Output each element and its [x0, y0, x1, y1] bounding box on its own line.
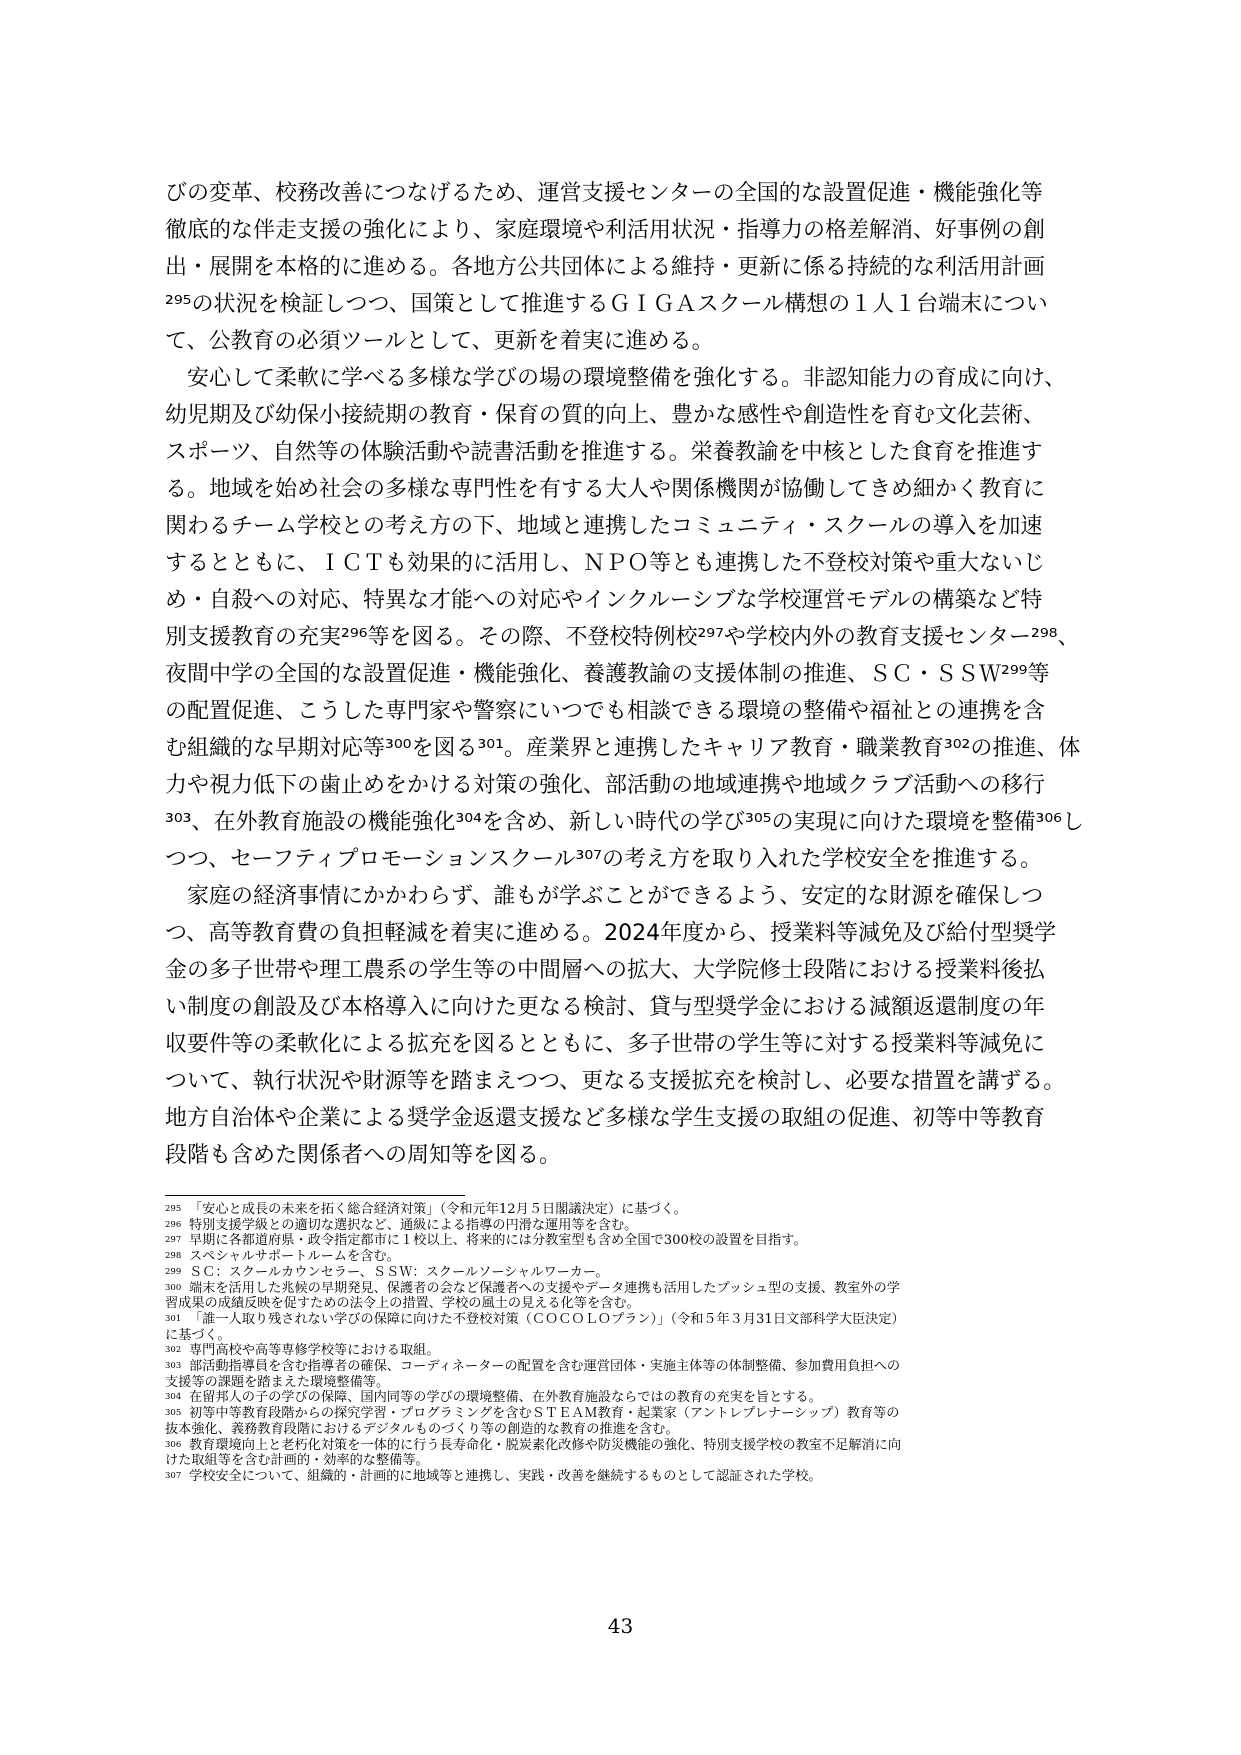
body-line: ²⁹⁵の状況を検証しつつ、国策として推進するＧＩＧＡスクール構想の１人１台端末につい: [165, 292, 1048, 317]
footnote-text: 特別支援学級との適切な選択など、通級による指導の円滑な運用等を含む。: [189, 1217, 638, 1233]
body-line: 家庭の経済事情にかかわらず、誰もが学ぶことができるよう、安定的な財源を確保しつ: [165, 884, 1044, 909]
body-line: 別支援教育の充実²⁹⁶等を図る。その際、不登校特例校²⁹⁷や学校内外の教育支援センター²⁹⁸、: [165, 625, 1080, 650]
footnote-text: 「誰一人取り残されない学びの保障に向けた不登校対策（ＣＯＣＯＬＯプラン）」（令和５年３月31日文部科学大臣決定）: [189, 1311, 905, 1327]
footnote-line: [165, 1233, 1095, 1249]
footnote-line: [165, 1406, 1095, 1422]
footnote-number: 307: [165, 1470, 182, 1481]
footnote-number: 300: [165, 1282, 182, 1293]
footnote-line: [165, 1218, 1095, 1234]
body-line: い制度の創設及び本格導入に向けた更なる検討、貸与型奨学金における減額返還制度の年: [165, 995, 1046, 1020]
footnote-line: [165, 1422, 1095, 1438]
body-line: 安心して柔軟に学べる多様な学びの場の環境整備を強化する。非認知能力の育成に向け、: [165, 366, 1067, 391]
footnote-line: [165, 1453, 1095, 1469]
footnote-text: 端末を活用した兆候の早期発見、保護者の会など保護者への支援やデータ連携も活用したプッシュ型の支援、教室外の学: [189, 1280, 900, 1296]
body-line: 地方自治体や企業による奨学金返還支援など多様な学生支援の取組の促進、初等中等教育: [165, 1106, 1046, 1131]
body-line: む組織的な早期対応等³⁰⁰を図る³⁰¹。産業界と連携したキャリア教育・職業教育³⁰²の推進、体: [165, 736, 1081, 761]
page-number: 43: [607, 1614, 634, 1638]
body-line: つつ、セーフティプロモーションスクール³⁰⁷の考え方を取り入れた学校安全を推進する。: [165, 847, 1042, 872]
body-line: するとともに、ＩＣＴも効果的に活用し、ＮＰＯ等とも連携した不登校対策や重大ないじ: [165, 551, 1046, 576]
footnote-text: 部活動指導員を含む指導者の確保、コーディネーターの配置を含む運営団体・実施主体等の体制整備、参加費用負担への: [189, 1359, 901, 1375]
footnote-line: [165, 1249, 1095, 1265]
body-line: 段階も含めた関係者への周知等を図る。: [165, 1143, 562, 1168]
footnote-line: [165, 1343, 1095, 1359]
body-line: て、公教育の必須ツールとして、更新を着実に進める。: [165, 329, 714, 354]
footnote-number: 298: [165, 1251, 182, 1262]
footnote-number: 297: [165, 1235, 182, 1246]
footnote-divider: [165, 1195, 465, 1196]
footnote-line: [165, 1328, 1095, 1344]
body-line: 夜間中学の全国的な設置促進・機能強化、養護教諭の支援体制の推進、ＳＣ・ＳＳＷ²⁹⁹等: [165, 662, 1050, 687]
footnote-text: に基づく。: [165, 1327, 231, 1343]
footnote-line: [165, 1296, 1095, 1312]
body-line: 力や視力低下の歯止めをかける対策の強化、部活動の地域連携や地域クラブ活動への移行: [165, 773, 1046, 798]
footnote-number: 305: [165, 1408, 182, 1419]
footnote-line: [165, 1265, 1095, 1281]
footnote-text: 抜本強化、義務教育段階におけるデジタルものづくり等の創造的な教育の推進を含む。: [165, 1421, 679, 1437]
footnote-text: 在留邦人の子の学びの保障、国内同等の学びの環境整備、在外教育施設ならではの教育の充実を旨とする。: [189, 1390, 822, 1406]
body-line: スポーツ、自然等の体験活動や読書活動を推進する。栄養教諭を中核とした食育を推進す: [165, 440, 1043, 465]
body-line: 出・展開を本格的に進める。各地方公共団体による維持・更新に係る持続的な利活用計画: [165, 255, 1046, 280]
footnote-text: 支援等の課題を踏まえた環境整備等。: [165, 1374, 390, 1390]
footnote-number: 306: [165, 1439, 182, 1450]
footnote-line: [165, 1375, 1095, 1391]
footnote-number: 302: [165, 1345, 182, 1356]
body-line: 関わるチーム学校との考え方の下、地域と連携したコミュニティ・スクールの導入を加速: [165, 514, 1043, 539]
body-text: [165, 175, 1085, 1174]
footnote-number: 301: [165, 1313, 182, 1324]
footnote-text: 教育環境向上と老朽化対策を一体的に行う長寿命化・脱炭素化改修や防災機能の強化、特別支援学校の教室不足解消に向: [189, 1437, 902, 1453]
footnote-text: けた取組等を含む計画的・効率的な整備等。: [165, 1453, 429, 1469]
footnote-text: スペシャルサポートルームを含む。: [189, 1249, 400, 1265]
body-line: ついて、執行状況や財源等を踏まえつつ、更なる支援拡充を検討し、必要な措置を講ずる。: [165, 1069, 1066, 1094]
footnote-text: 初等中等教育段階からの探究学習・プログラミングを含むＳＴＥＡＭ教育・起業家（アントレプレナーシップ）教育等の: [189, 1406, 900, 1422]
body-line: め・自殺への対応、特異な才能への対応やインクルーシブな学校運営モデルの構築など特: [165, 588, 1043, 613]
body-line: の配置促進、こうした専門家や警察にいつでも相談できる環境の整備や福祉との連携を含: [165, 699, 1046, 724]
body-line: 収要件等の柔軟化による拡充を図るとともに、多子世帯の学生等に対する授業料等減免に: [165, 1032, 1046, 1057]
footnote-line: [165, 1469, 1095, 1485]
body-line: 金の多子世帯や理工農系の学生等の中間層への拡大、大学院修士段階における授業料後払: [165, 958, 1046, 983]
footnote-text: 習成果の成績反映を促すための法令上の措置、学校の風土の見える化等を含む。: [165, 1296, 640, 1312]
body-line: びの変革、校務改善につなげるため、運営支援センターの全国的な設置促進・機能強化等: [165, 181, 1043, 206]
body-line: つ、高等教育費の負担軽減を着実に進める。2024年度から、授業料等減免及び給付型奨学: [165, 921, 1057, 946]
footnote-number: 296: [165, 1219, 182, 1230]
footnote-line: [165, 1281, 1095, 1297]
footnote-line: [165, 1202, 1095, 1218]
body-line: 徹底的な伴走支援の強化により、家庭環境や利活用状況・指導力の格差解消、好事例の創: [165, 218, 1046, 243]
footnotes: [165, 1202, 1095, 1485]
footnote-line: [165, 1438, 1095, 1454]
footnote-number: 295: [165, 1204, 182, 1214]
footnote-text: ＳＣ：スクールカウンセラー、ＳＳＷ：スクールソーシャルワーカー。: [189, 1264, 609, 1280]
footnote-number: 303: [165, 1361, 182, 1372]
footnote-text: 早期に各都道府県・政令指定都市に１校以上、将来的には分教室型も含め全国で300校の設置を目指す。: [189, 1233, 807, 1249]
footnote-line: [165, 1312, 1095, 1328]
footnote-text: 専門高校や高等専修学校等における取組。: [189, 1343, 440, 1359]
footnote-text: 「安心と成長の未来を拓く総合経済対策」（令和元年12月５日閣議決定）に基づく。: [189, 1202, 687, 1217]
footnote-number: 304: [165, 1392, 182, 1403]
footnote-line: [165, 1359, 1095, 1375]
footnote-text: 学校安全について、組織的・計画的に地域等と連携し、実践・改善を継続するものとして認証された学校。: [189, 1468, 822, 1484]
footnote-number: 299: [165, 1266, 182, 1277]
body-line: る。地域を始め社会の多様な専門性を有する大人や関係機関が協働してきめ細かく教育に: [165, 477, 1046, 502]
body-line: ³⁰³、在外教育施設の機能強化³⁰⁴を含め、新しい時代の学び³⁰⁵の実現に向けた環境を整備³⁰⁶し: [165, 810, 1084, 835]
body-line: 幼児期及び幼保小接続期の教育・保育の質的向上、豊かな感性や創造性を育む文化芸術、: [165, 403, 1046, 428]
footnote-line: [165, 1390, 1095, 1406]
